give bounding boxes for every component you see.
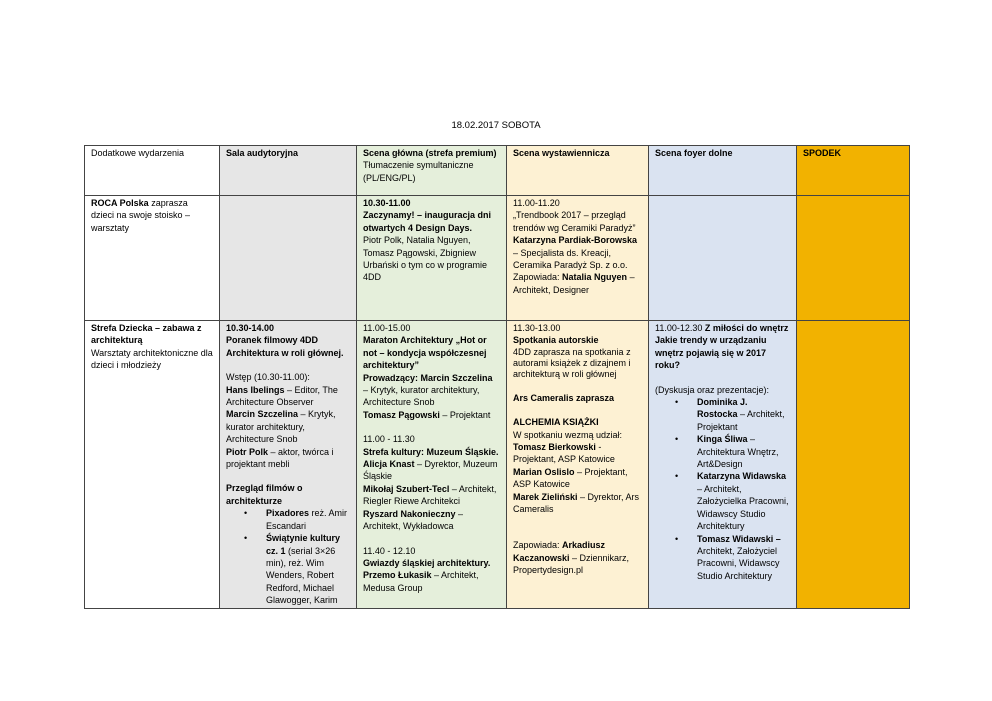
header-row (85, 146, 910, 196)
event-title: Zaczynamy! – inauguracja dni otwartych 4 Design Days. (363, 210, 492, 233)
speaker (363, 458, 500, 483)
event-host (363, 372, 500, 409)
event-title: „Trendbook 2017 – przegląd trendów wg Ceramiki Paradyż” (513, 210, 636, 233)
speaker-role: – aktor, twórca i projektant mebli (226, 446, 334, 470)
list-item (675, 396, 790, 433)
speaker (363, 409, 500, 421)
speaker-role: – Architekt, Założycielka Pracowni, Widawscy Studio Architektury (697, 483, 789, 532)
header-label: Scena foyer dolne (655, 148, 733, 158)
announcer-role: – Dziennikarz, Propertydesign.pl (513, 552, 630, 576)
event-format: (Dyskusja oraz prezentacje): (655, 384, 770, 395)
speaker-name: Tomasz Bierkowski (513, 442, 596, 453)
speaker-role: – Krytyk, kurator architektury, Architecture Snob (226, 409, 336, 445)
cell-main-stage-opening (357, 196, 507, 321)
event-announcer (513, 271, 642, 296)
speaker-name: Piotr Polk (226, 446, 269, 457)
page-title: 18.02.2017 SOBOTA (451, 120, 541, 131)
event-time: 11.00-11.20 (513, 198, 560, 208)
cell-film-morning (220, 321, 357, 609)
event-text: zaprasza dzieci na swoje stoisko – warsztaty (91, 198, 191, 233)
film-title: Pixadores (266, 508, 310, 519)
event-title: ALCHEMIA KSIĄŻKI (513, 417, 599, 428)
cell-kids-zone (85, 321, 220, 609)
speaker (226, 384, 350, 409)
speaker-role: – Architekt, Wykładowca (363, 508, 464, 532)
event-time: 11.00-15.00 (363, 323, 411, 333)
speaker-name: Dominika J. Rostocka (697, 397, 748, 420)
speaker-role: – Architekt, Medusa Group (363, 570, 479, 593)
speaker-name: Tomasz Widawski – (697, 533, 781, 544)
header-additional-events (85, 146, 220, 196)
header-label: Sala audytoryjna (226, 148, 299, 158)
header-label: SPODEK (803, 148, 842, 158)
announcer-name: Natalia Nguyen (562, 272, 628, 283)
speaker-role: – Projektant, ASP Katowice (513, 466, 628, 490)
event-time: 10.30-11.00 (363, 198, 411, 208)
speaker-name: Marian Oslislo (513, 466, 575, 477)
host-role: – Krytyk, kurator architektury, Architecture Snob (363, 385, 480, 408)
header-label: Scena wystawiennicza (513, 148, 610, 158)
cell-spodek-empty (797, 196, 910, 321)
speaker-role: – Editor, The Architecture Observer (226, 384, 338, 408)
speaker-name: Mikołaj Szubert-Tecl (363, 483, 450, 494)
cell-foyer-empty (649, 196, 797, 321)
header-main-stage (357, 146, 507, 196)
cell-author-meetings (507, 321, 649, 609)
list-item (244, 532, 350, 606)
film-list (226, 507, 350, 606)
event-title: Spotkania autorskie (513, 335, 599, 346)
header-label: Scena główna (strefa premium) (363, 148, 497, 158)
schedule-row-2 (85, 321, 910, 609)
list-item (244, 507, 350, 532)
speaker-name: Ryszard Nakonieczny (363, 508, 456, 519)
event-text: W spotkaniu wezmą udział: (513, 429, 623, 440)
film-title: Świątynie kultury cz. 1 (266, 533, 341, 556)
speaker (513, 441, 642, 466)
presenter-list (655, 396, 790, 582)
cell-trendbook (507, 196, 649, 321)
speaker-role: Architekt, Założyciel Pracowni, Widawscy Studio Architektury (697, 545, 780, 581)
speaker-name: Tomasz Pągowski (363, 409, 440, 420)
speaker-name: Hans Ibelings (226, 384, 285, 395)
bullet-icon: • (675, 533, 679, 544)
event-title: Poranek filmowy 4DD Architektura w roli głównej. (226, 335, 344, 358)
bullet-icon: • (675, 434, 679, 445)
film-details: reż. Amir Escandari (266, 508, 348, 531)
host-name: Prowadzący: Marcin Szczelina (363, 372, 493, 383)
schedule-table (84, 145, 910, 609)
cell-roca (85, 196, 220, 321)
event-org: ROCA Polska (91, 198, 149, 208)
speaker-name: Katarzyna Widawska (697, 471, 786, 482)
bullet-icon: • (675, 471, 679, 482)
announce-label: Zapowiada: (513, 272, 563, 283)
speaker (363, 483, 500, 508)
event-text: 4DD zaprasza na spotkania z autorami książek z dizajnem i architekturą w roli głównej (513, 346, 631, 379)
speaker-role: – Dyrektor, Ars Cameralis (513, 491, 640, 515)
list-item (675, 433, 790, 470)
list-item (675, 470, 790, 532)
speaker-role: – Architekt, Riegler Riewe Architekci (363, 483, 497, 507)
schedule-row-1 (85, 196, 910, 321)
speaker (513, 466, 642, 491)
event-time: 11.40 - 12.10 (363, 545, 416, 556)
event-time: 11.00-12.30 (655, 323, 705, 333)
event-time: 10.30-14.00 (226, 323, 275, 333)
event-subtitle: Jakie trendy w urządzaniu wnętrz pojawią się w 2017 roku? (655, 335, 767, 371)
speaker-name: Przemo Łukasik (363, 570, 432, 581)
list-item (675, 533, 790, 583)
event-time: 11.00 - 11.30 (363, 434, 415, 445)
film-details: (serial 3×26 min), reż. Wim Wenders, Robert Redford, Michael Glawogger, Karim (266, 545, 338, 606)
event-time: 11.30-13.00 (513, 323, 561, 333)
speaker (226, 446, 350, 471)
cell-spodek-empty (797, 321, 910, 609)
event-intro: Wstęp (10.30-11.00): (226, 372, 310, 383)
event-title: Z miłości do wnętrz (704, 323, 789, 333)
announcer-name: Arkadiusz Kaczanowski (513, 540, 606, 563)
bullet-icon: • (244, 533, 248, 544)
announcer-role: – Architekt, Designer (513, 272, 635, 295)
header-spodek (797, 146, 910, 196)
event-heading (655, 322, 790, 334)
cell-auditorium-empty (220, 196, 357, 321)
speaker-name: Katarzyna Pardiak-Borowska (513, 235, 638, 246)
speaker (226, 408, 350, 445)
event-title: Strefa kultury: Muzeum Śląskie. (363, 446, 499, 457)
speaker-role: – Dyrektor, Muzeum Śląskie (363, 459, 498, 482)
speaker-role: – Architekt, Projektant (697, 409, 785, 432)
speaker-name: Alicja Knast (363, 459, 415, 470)
speaker-name: Marek Zieliński (513, 491, 578, 502)
header-foyer-stage (649, 146, 797, 196)
speaker-name: Kinga Śliwa (697, 434, 748, 445)
header-label: Dodatkowe wydarzenia (91, 148, 185, 158)
cell-architecture-marathon (357, 321, 507, 609)
speaker (363, 508, 500, 533)
event-text: Warsztaty architektoniczne dla dzieci i młodzieży (91, 347, 213, 371)
header-exhibition-stage (507, 146, 649, 196)
header-auditorium (220, 146, 357, 196)
speaker-role: - Projektant, ASP Katowice (513, 442, 615, 465)
speaker-role: – Specjalista ds. Kreacji, Ceramika Paradyż Sp. z o.o. (513, 247, 628, 271)
film-review-title: Przegląd filmów o architekturze (226, 483, 303, 506)
bullet-icon: • (675, 397, 679, 408)
event-title: Maraton Architektury „Hot or not – kondycja współczesnej architektury” (363, 335, 487, 371)
announce-label: Zapowiada: (513, 540, 563, 551)
event-speaker (513, 234, 642, 271)
event-invite: Ars Cameralis zaprasza (513, 392, 615, 403)
speaker (513, 491, 642, 516)
speaker-role: – Projektant (439, 409, 491, 420)
event-title: Gwiazdy śląskiej architektury. (363, 557, 491, 568)
speaker-role: – Architektura Wnętrz, Art&Design (697, 434, 779, 470)
speaker-name: Marcin Szczelina (226, 409, 299, 420)
speaker (363, 569, 500, 594)
header-translation-note: Tłumaczenie symultaniczne (PL/ENG/PL) (363, 160, 474, 183)
event-announcer (513, 539, 642, 576)
event-speakers: Piotr Polk, Natalia Nguyen, Tomasz Pągowski, Zbigniew Urbański o tym co w programie 4DD (363, 235, 488, 283)
event-title: Strefa Dziecka – zabawa z architekturą (91, 323, 202, 346)
cell-interior-trends (649, 321, 797, 609)
bullet-icon: • (244, 508, 248, 519)
